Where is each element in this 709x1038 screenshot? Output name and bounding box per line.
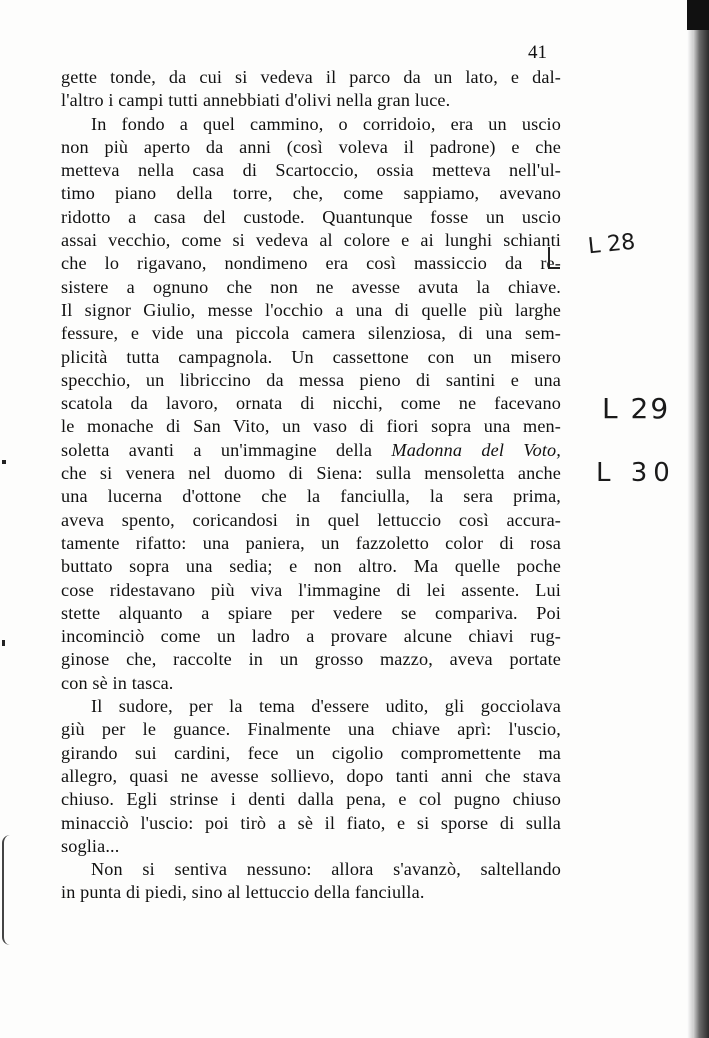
body-text [61,66,561,905]
text-line-content: cose ridestavano più viva l'immagine di lei assente. Lui [61,579,561,600]
text-line [61,742,561,765]
text-line-content: incominciò come un ladro a provare alcune chiavi rug- [61,626,561,647]
text-line [61,439,561,462]
text-line [61,346,561,369]
margin-note-29: L 29 [602,392,671,425]
text-line [61,322,561,345]
margin-scribble [2,835,18,945]
text-line [61,462,561,485]
text-line [61,881,561,904]
text-line-content: che lo rigavano, nondimeno era così massiccio da re- [61,253,561,274]
text-line [61,276,561,299]
text-line [61,89,561,112]
text-line [61,299,561,322]
text-line-content: non più aperto da anni (così voleva il padrone) e che [61,136,561,157]
text-line-content: soletta avanti a un'immagine della [61,439,373,460]
text-line-content: chiuso. Egli strinse i denti dalla pena, e col pugno chiuso [61,789,561,810]
text-line-content: minacciò l'uscio: poi tirò a sè il fiato, e si sporse di sulla [61,812,561,833]
text-line-content: ridotto a casa del custode. Quantunque fosse un uscio [61,206,561,227]
corner-dark-mark [687,0,709,30]
text-line-content: assai vecchio, come si vedeva al colore e ai lunghi schianti [61,230,561,251]
text-line-content: Il sudore, per la tema d'essere udito, gli gocciolava [91,696,561,717]
text-line [61,252,561,275]
text-line [61,182,561,205]
text-line-content: soglia... [61,835,120,856]
text-line-content: specchio, un libriccino da messa pieno di santini e una [61,369,561,390]
text-line [61,579,561,602]
text-line-content: buttato sopra una sedia; e non altro. Ma quelle poche [61,556,561,577]
text-line-content: metteva nella casa di Scartoccio, ossia metteva nell'ul- [61,160,561,181]
text-line-content: In fondo a quel cammino, o corridoio, era un uscio [91,113,561,134]
text-line [61,206,561,229]
text-line-content: che si venera nel duomo di Siena: sulla mensoletta anche [61,463,561,484]
text-line-content: girando sui cardini, fece un cigolio compromettente ma [61,742,561,763]
text-line [61,113,561,136]
ink-speck [2,640,5,646]
text-line-content: timo piano della torre, che, come sappiamo, avevano [61,183,561,204]
text-line-content: plicità tutta campagnola. Un cassettone con un misero [61,346,561,367]
text-line-content: Il signor Giulio, messe l'occhio a una di quelle più larghe [61,299,561,320]
text-line-content: con sè in tasca. [61,672,174,693]
italic-title: Madonna del Voto, [391,439,561,460]
text-line [61,648,561,671]
text-line [61,765,561,788]
text-line [61,602,561,625]
text-line [61,812,561,835]
ink-speck [2,460,6,464]
text-line [61,369,561,392]
text-line-content: aveva spento, coricandosi in quel lettuccio così accura- [61,509,561,530]
text-line-content: una lucerna d'ottone che la fanciulla, la sera prima, [61,486,561,507]
margin-note-28: L 28 [586,229,637,260]
text-line-content: sistere a ognuno che non ne avesse avuta la chiave. [61,276,561,297]
text-line [61,485,561,508]
text-line-content: le monache di San Vito, un vaso di fiori sopra una men- [61,416,561,437]
text-line-content: gette tonde, da cui si vedeva il parco da un lato, e dal- [61,67,561,87]
text-line [61,788,561,811]
text-line [61,695,561,718]
page-number: 41 [528,42,547,63]
text-line-content: giù per le guance. Finalmente una chiave aprì: l'uscio, [61,719,561,740]
handwritten-bracket-mark [548,247,560,269]
text-line [61,555,561,578]
text-line [61,136,561,159]
text-line [61,415,561,438]
text-line-content: fessure, e vide una piccola camera silenziosa, di una sem- [61,323,561,344]
text-line [61,672,561,695]
text-line-content: l'altro i campi tutti annebbiati d'olivi nella gran luce. [61,90,451,111]
text-line-content: in punta di piedi, sino al lettuccio della fanciulla. [61,882,425,903]
text-line [61,718,561,741]
text-line-content: stette alquanto a spiare per vedere se compariva. Poi [61,602,561,623]
text-line [61,509,561,532]
text-line [61,66,561,89]
text-line [61,229,561,252]
text-line-content: ginose che, raccolte in un grosso mazzo, aveva portate [61,649,561,670]
margin-note-30: L 30 [596,458,676,488]
text-line [61,835,561,858]
text-line-content: allegro, quasi ne avesse sollievo, dopo tanti anni che stava [61,765,561,786]
text-line-content: scatola da lavoro, ornata di nicchi, come ne facevano [61,393,561,414]
text-line [61,858,561,881]
text-line-content: tamente rifatto: una paniera, un fazzoletto color di rosa [61,532,561,553]
text-line [61,625,561,648]
text-line [61,392,561,415]
text-line-content: Non si sentiva nessuno: allora s'avanzò, saltellando [91,859,561,880]
text-line [61,159,561,182]
book-spine-edge [693,0,709,1038]
text-line [61,532,561,555]
